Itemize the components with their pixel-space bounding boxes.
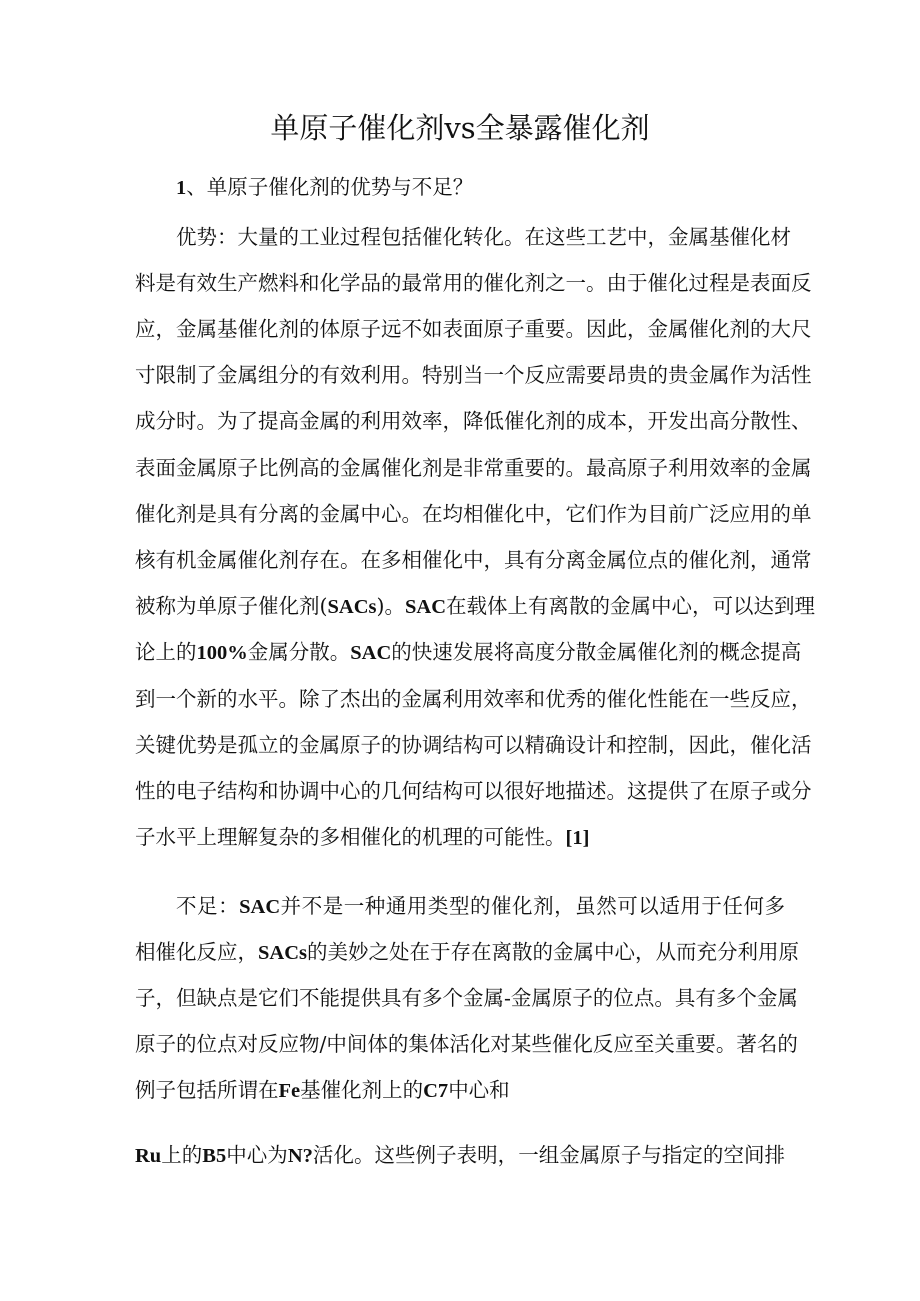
text-line: 例子包括所谓在Fe基催化剂上的C7中心和: [135, 1078, 510, 1102]
text-line: 优势：大量的工业过程包括催化转化。在这些工艺中，金属基催化材: [176, 225, 791, 249]
text-line: 不足：SAC并不是一种通用类型的催化剂，虽然可以适用于任何多: [176, 894, 785, 918]
text-line: 子，但缺点是它们不能提供具有多个金属-金属原子的位点。具有多个金属: [135, 986, 798, 1010]
section-heading: 1、单原子催化剂的优势与不足？: [176, 175, 474, 199]
text-line: 寸限制了金属组分的有效利用。特别当一个反应需要昂贵的贵金属作为活性: [135, 363, 812, 387]
text-line: 相催化反应，SACs的美妙之处在于存在离散的金属中心，从而充分利用原: [135, 940, 799, 964]
text-line: 关键优势是孤立的金属原子的协调结构可以精确设计和控制，因此，催化活: [135, 733, 812, 757]
text-line: 原子的位点对反应物/中间体的集体活化对某些催化反应至关重要。著名的: [135, 1032, 798, 1056]
text-line: 性的电子结构和协调中心的几何结构可以很好地描述。这提供了在原子或分: [135, 779, 812, 803]
text-line: 应，金属基催化剂的体原子远不如表面原子重要。因此，金属催化剂的大尺: [135, 317, 812, 341]
text-line: Ru上的B5中心为N?活化。这些例子表明，一组金属原子与指定的空间排: [135, 1143, 786, 1167]
text-line: 料是有效生产燃料和化学品的最常用的催化剂之一。由于催化过程是表面反: [135, 271, 812, 295]
text-line: 核有机金属催化剂存在。在多相催化中，具有分离金属位点的催化剂，通常: [135, 548, 812, 572]
text-line: 表面金属原子比例高的金属催化剂是非常重要的。最高原子利用效率的金属: [135, 456, 812, 480]
text-line: 子水平上理解复杂的多相催化的机理的可能性。[1]: [135, 825, 590, 849]
text-line: 催化剂是具有分离的金属中心。在均相催化中，它们作为目前广泛应用的单: [135, 502, 812, 526]
text-line: 到一个新的水平。除了杰出的金属利用效率和优秀的催化性能在一些反应，: [135, 687, 812, 711]
document-title: 单原子催化剂vs全暴露催化剂: [270, 111, 650, 145]
text-line: 成分时。为了提高金属的利用效率，降低催化剂的成本，开发出高分散性、: [135, 409, 812, 433]
text-line: 被称为单原子催化剂(SACs)。SAC在载体上有离散的金属中心，可以达到理: [135, 594, 816, 618]
text-line: 论上的100%金属分散。SAC的快速发展将高度分散金属催化剂的概念提高: [135, 640, 802, 664]
